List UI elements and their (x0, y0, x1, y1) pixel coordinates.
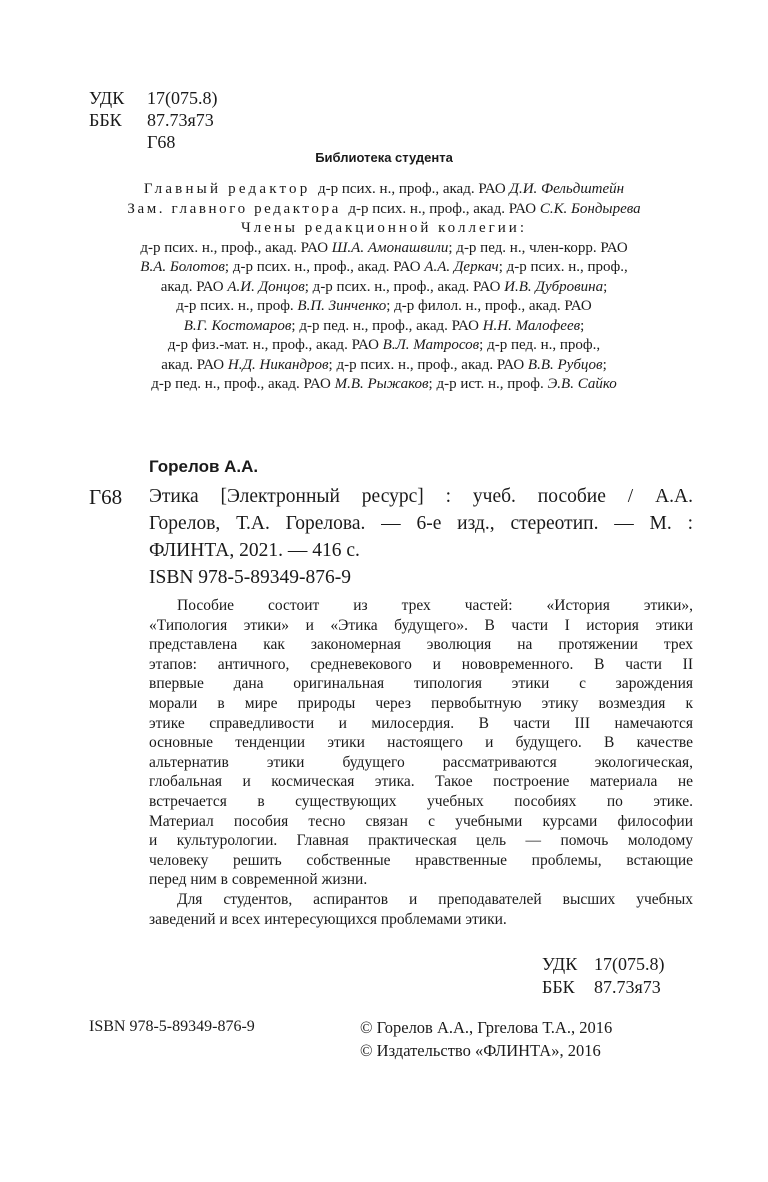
audience-line: заведений и всех интересующихся проблемами этики. (149, 910, 507, 928)
board-member-line (84, 336, 684, 356)
footer-isbn: ISBN 978-5-89349-876-9 (89, 1018, 255, 1035)
udk-value: 17(075.8) (147, 88, 218, 108)
board-member-credentials: д-р физ.-мат. н., проф., акад. РАО (167, 337, 383, 353)
board-member-name: А.И. Донцов (227, 278, 305, 295)
board-member-credentials: ; д-р псих. н., проф., акад. РАО (304, 278, 505, 295)
deputy-editor-credentials: д-р псих. н., проф., акад. РАО (348, 200, 537, 217)
record-entry (149, 483, 693, 564)
udk-line (89, 88, 218, 108)
abstract-line: основные тенденции этики настоящего и будущего. В качестве (149, 734, 693, 752)
deputy-editor-title: Зам. главного редактора (127, 200, 341, 217)
board-member-name: Ш.А. Амонашвили (331, 239, 449, 256)
board-member-line (84, 356, 684, 376)
bbk-line (89, 110, 214, 130)
abstract-line: Материал пособия тесно связан с учебными курсами философии (149, 812, 693, 830)
footer-udk-label: УДК (542, 954, 578, 974)
bbk-value: 87.73я73 (147, 110, 214, 130)
footer-udk-line (542, 953, 665, 975)
board-member-credentials: д-р пед. н., проф., акад. РАО (151, 376, 335, 392)
board-member-line (84, 297, 684, 317)
abstract (149, 596, 693, 929)
board-member-credentials: ; (580, 317, 585, 334)
record-entry-line: ФЛИНТА, 2021. — 416 с. (149, 540, 360, 561)
board-member-name: Э.В. Сайко (547, 376, 617, 392)
board-member-credentials: ; д-р ист. н., проф. (428, 376, 548, 392)
record-isbn: ISBN 978-5-89349-876-9 (149, 567, 352, 588)
abstract-line: «Типология этики» и «Этика будущего». В части I история этики (149, 616, 693, 634)
board-member-name: А.А. Деркач (424, 259, 499, 275)
board-member-line (84, 375, 684, 395)
abstract-line: впервые дана оригинальная типология этики с зарождения (149, 675, 693, 693)
board-member-credentials: ; д-р псих. н., проф., акад. РАО (224, 259, 425, 275)
copyright-authors: © Горелов А.А., Грrелова Т.А., 2016 (360, 1018, 613, 1037)
board-member-credentials: ; д-р псих. н., проф., (498, 259, 628, 275)
board-member-line (84, 239, 684, 259)
audience-line: Для студентов, аспирантов и преподавателей высших учебных (177, 890, 693, 908)
abstract-line: этике справедливости и милосердия. В части III намечаются (149, 714, 693, 732)
deputy-editor-name: С.К. Бондырева (539, 200, 641, 217)
board-member-credentials: ; д-р пед. н., проф., акад. РАО (291, 317, 483, 334)
bbk-label: ББК (89, 110, 122, 130)
board-member-name: В.Г. Костомаров (183, 317, 292, 334)
chief-editor-credentials: д-р псих. н., проф., акад. РАО (317, 181, 506, 197)
editorial-board (84, 180, 684, 395)
board-member-credentials: акад. РАО (160, 278, 228, 295)
board-member-name: В.В. Рубцов (527, 356, 603, 373)
deputy-editor-line (84, 200, 684, 220)
board-member-credentials: ; д-р пед. н., проф., (479, 337, 601, 353)
abstract-line: глобальная и космическая этика. Такое построение материала не (149, 773, 693, 791)
author-mark: Г68 (147, 132, 176, 152)
board-member-credentials: акад. РАО (161, 356, 228, 373)
abstract-line: Пособие состоит из трех частей: «История этики», (177, 597, 693, 614)
footer-bbk-label: ББК (542, 977, 575, 997)
board-member-credentials: д-р псих. н., проф. (176, 298, 298, 314)
board-member-name: Н.Д. Никандров (227, 356, 329, 373)
record-code: Г68 (89, 485, 123, 509)
footer-bbk-line (542, 976, 661, 998)
board-member-credentials: д-р псих. н., проф., акад. РАО (140, 239, 332, 256)
record-entry-line: Этика [Электронный ресурс] : учеб. пособие / А.А. (149, 486, 693, 507)
board-member-name: В.П. Зинченко (297, 298, 387, 314)
board-member-name: Н.Н. Малофеев (482, 317, 581, 334)
abstract-line: перед ним в современной жизни. (149, 871, 368, 889)
board-member-name: М.В. Рыжаков (334, 376, 429, 392)
footer-udk-value: 17(075.8) (594, 954, 665, 974)
members-title: Члены редакционной коллегии: (240, 220, 527, 236)
abstract-line: этапов: античного, средневекового и нововременного. В части II (149, 655, 693, 673)
record-entry-line: Горелов, Т.А. Горелова. — 6-е изд., стереотип. — М. : (149, 513, 693, 534)
board-member-credentials: ; д-р пед. н., член-корр. РАО (448, 239, 628, 256)
board-member-line (84, 317, 684, 337)
board-member-name: В.Л. Матросов (382, 337, 480, 353)
abstract-line: и культурологии. Главная практическая цель — помочь молодому (149, 832, 693, 850)
board-member-name: В.А. Болотов (140, 259, 225, 275)
board-member-name: И.В. Дубровина (504, 278, 604, 295)
board-member-credentials: ; (603, 278, 608, 295)
board-member-credentials: ; д-р псих. н., проф., акад. РАО (328, 356, 528, 373)
copyright-block (360, 1016, 612, 1062)
abstract-line: альтернатив этики будущего рассматриваются экологическая, (149, 753, 693, 771)
abstract-line: представлена как закономерная эволюция на протяжении трех (149, 636, 693, 654)
abstract-line: морали в мире природы через первобытную этику возмездия к (149, 694, 693, 712)
copyright-publisher: © Издательство «ФЛИНТА», 2016 (360, 1041, 601, 1060)
board-members-list (84, 239, 684, 395)
chief-editor-line (84, 180, 684, 200)
udk-label: УДК (89, 88, 125, 108)
abstract-line: встречается в существующих учебных пособиях по этике. (149, 792, 693, 810)
board-member-credentials: ; (602, 356, 607, 373)
chief-editor-name: Д.И. Фельдштейн (509, 181, 625, 197)
board-member-line (84, 278, 684, 298)
footer-bbk-value: 87.73я73 (594, 977, 661, 997)
record-author: Горелов А.А. (149, 457, 259, 476)
abstract-line: человеку решить собственные нравственные проблемы, встающие (149, 851, 693, 869)
board-member-credentials: ; д-р филол. н., проф., акад. РАО (386, 298, 592, 314)
board-member-line (84, 258, 684, 278)
series-title: Библиотека студента (315, 150, 453, 165)
chief-editor-title: Главный редактор (143, 181, 311, 197)
